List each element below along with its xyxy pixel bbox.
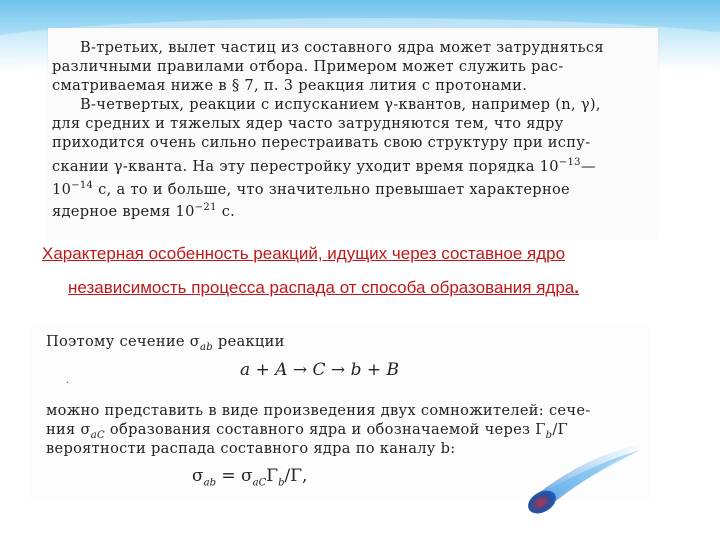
subscript: b [545, 429, 553, 441]
subscript: ab [200, 341, 213, 353]
subscript: ab [203, 477, 216, 489]
text-span: 10 [52, 180, 72, 198]
intro-line [46, 332, 285, 357]
subscript: aC [90, 429, 105, 441]
formula-part: = σ [215, 466, 253, 486]
subscript: aC [252, 477, 267, 489]
highlight-line-1: Характерная особенность реакций, идущих через составное ядро [42, 244, 566, 263]
text-line: различными правилами отбора. Примером может служить рас- [52, 58, 564, 76]
exponent: −21 [194, 202, 217, 214]
text-line: для средних и тяжелых ядер часто затрудняются тем, что ядру [52, 115, 564, 133]
text-span: — [580, 157, 596, 175]
formula-part: Γ [266, 466, 279, 486]
text-span: образования составного ядра и обозначаемой через Γ [104, 421, 546, 438]
paragraph-top [52, 38, 648, 221]
formula-part: σ [192, 466, 204, 486]
text-line: можно представить в виде произведения двух сомножителей: сече- [46, 402, 591, 419]
text-span: /Γ [552, 421, 569, 438]
reaction-formula: a + A → C → b + B [240, 360, 400, 380]
exponent: −14 [71, 179, 94, 191]
text-span: ния σ [46, 421, 91, 438]
text-span: Поэтому сечение σ [46, 333, 201, 350]
text-line: В-третьих, вылет частиц из составного ядра может затрудняться [80, 39, 604, 56]
text-line: вероятности распада составного ядра по каналу b: [46, 440, 456, 457]
comet-icon [520, 440, 650, 520]
stray-dot: . [66, 372, 69, 386]
text-span: с. [216, 203, 236, 221]
highlight-line-2 [68, 278, 579, 298]
text-span: реакции [212, 333, 285, 350]
exponent: −13 [558, 156, 581, 168]
text-line [52, 198, 648, 221]
text-line: сматриваемая ниже в § 7, п. 3 реакция лития с протонами. [52, 77, 528, 95]
text-line [52, 153, 648, 176]
text-line: приходится очень сильно перестраивать свою структуру при испу- [52, 134, 591, 152]
cross-section-formula [192, 466, 307, 488]
text-line: В-четвертых, реакции с испусканием γ-квантов, например (n, γ), [80, 96, 601, 114]
highlight-text: независимость процесса распада от способа образования ядра [68, 278, 575, 297]
subscript: b [278, 477, 285, 489]
highlight-period: . [574, 278, 579, 297]
text-span: с, а то и больше, что значительно превышает характерное [93, 180, 570, 198]
formula-part: /Γ, [284, 466, 308, 486]
text-span: ядерное время 10 [52, 203, 195, 221]
text-line [52, 176, 648, 199]
text-span: скании γ-кванта. На эту перестройку уходит время порядка 10 [52, 157, 559, 175]
